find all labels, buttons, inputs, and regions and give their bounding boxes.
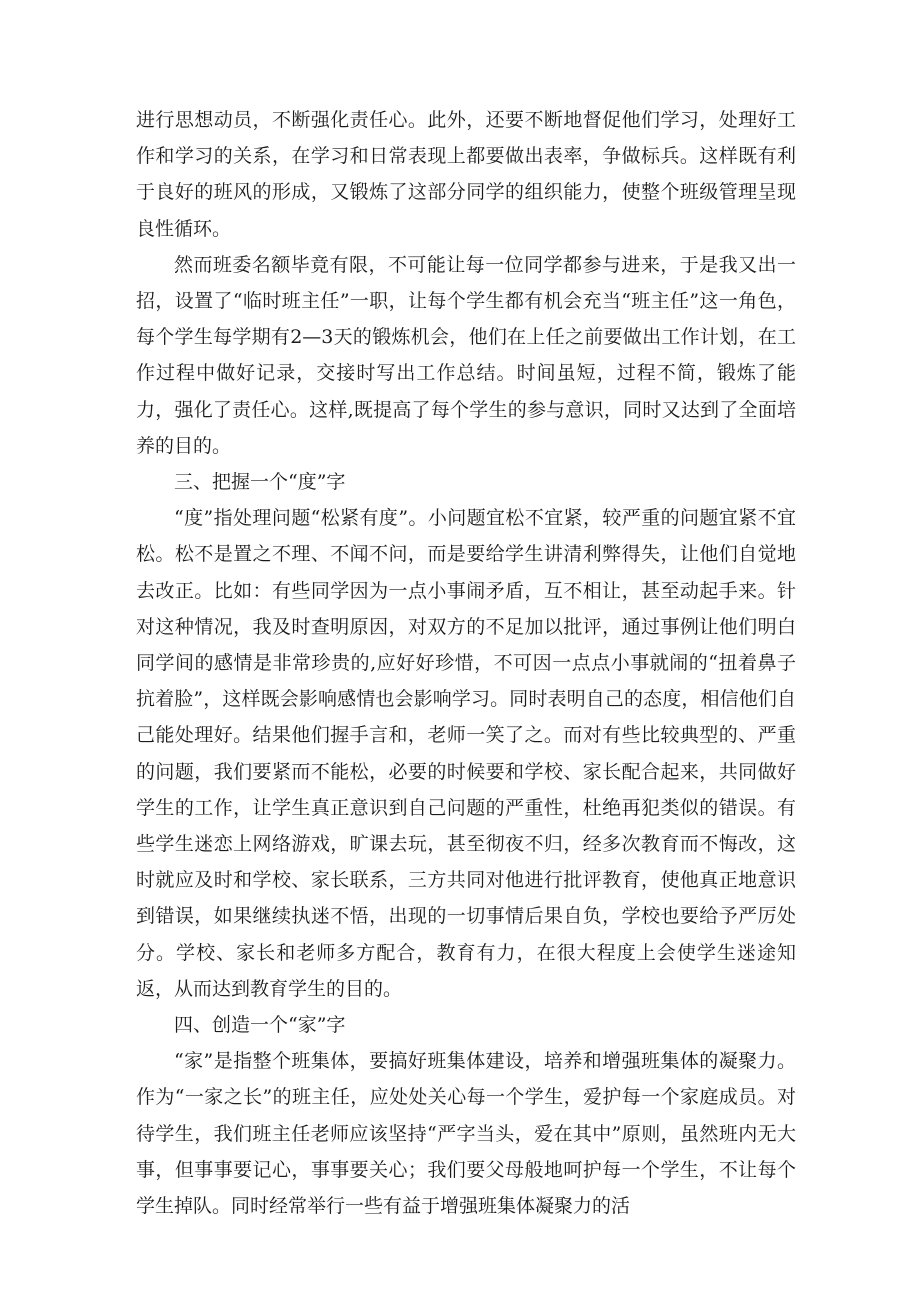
paragraph-degree: “度”指处理问题“松紧有度”。小问题宜松不宜紧，较严重的问题宜紧不宜松。松不是置之不理、不闻不问，而是要给学生讲清利弊得失，让他们自觉地去改正。比如：有些同学因为一点小事闹矛盾，互不相让，甚至动起手来。针对这种情况，我及时查明原因，对双方的不足加以批评，通过事例让他们明白同学间的感情是非常珍贵的,应好好珍惜，不可因一点点小事就闹的“扭着鼻子抗着脸”，这样既会影响感情也会影响学习。同时表明自己的态度，相信他们自己能处理好。结果他们握手言和，老师一笑了之。而对有些比较典型的、严重的问题，我们要紧而不能松，必要的时候要和学校、家长配合起来，共同做好学生的工作，让学生真正意识到自己问题的严重性，杜绝再犯类似的错误。有些学生迷恋上网络游戏，旷课去玩，甚至彻夜不归，经多次教育而不悔改，这时就应及时和学校、家长联系，三方共同对他进行批评教育，使他真正地意识到错误，如果继续执迷不悟，出现的一切事情后果自负，学校也要给予严厉处分。学校、家长和老师多方配合，教育有力，在很大程度上会使学生迷途知返，从而达到教育学生的目的。: [136, 507, 796, 1000]
paragraph-temporary-monitor: 然而班委名额毕竟有限，不可能让每一位同学都参与进来，于是我又出一招，设置了“临时班主任”一职，让每个学生都有机会充当“班主任”这一角色，每个学生每学期有2—3天的锻炼机会，他们在上任之前要做出工作计划，在工作过程中做好记录，交接时写出工作总结。时间虽短，过程不简，锻炼了能力，强化了责任心。这样,既提高了每个学生的参与意识，同时又达到了全面培养的目的。: [136, 253, 796, 457]
section-heading-home: 四、创造一个“家”字: [174, 1014, 346, 1037]
paragraph-continued: 进行思想动员，不断强化责任心。此外，还要不断地督促他们学习，处理好工作和学习的关系，在学习和日常表现上都要做出表率，争做标兵。这样既有利于良好的班风的形成，又锻炼了这部分同学的组织能力，使整个班级管理呈现良性循环。: [136, 109, 796, 240]
paragraph-home: “家”是指整个班集体，要搞好班集体建设，培养和增强班集体的凝聚力。作为“一家之长”的班主任，应处处关心每一个学生，爱护每一个家庭成员。对待学生，我们班主任老师应该坚持“严字当头，爱在其中”原则，虽然班内无大事，但事事要记心，事事要关心；我们要父母般地呵护每一个学生，不让每个学生掉队。同时经常举行一些有益于增强班集体凝聚力的活: [136, 1050, 796, 1218]
section-heading-degree: 三、把握一个“度”字: [174, 471, 346, 494]
document-body: [136, 102, 796, 1224]
